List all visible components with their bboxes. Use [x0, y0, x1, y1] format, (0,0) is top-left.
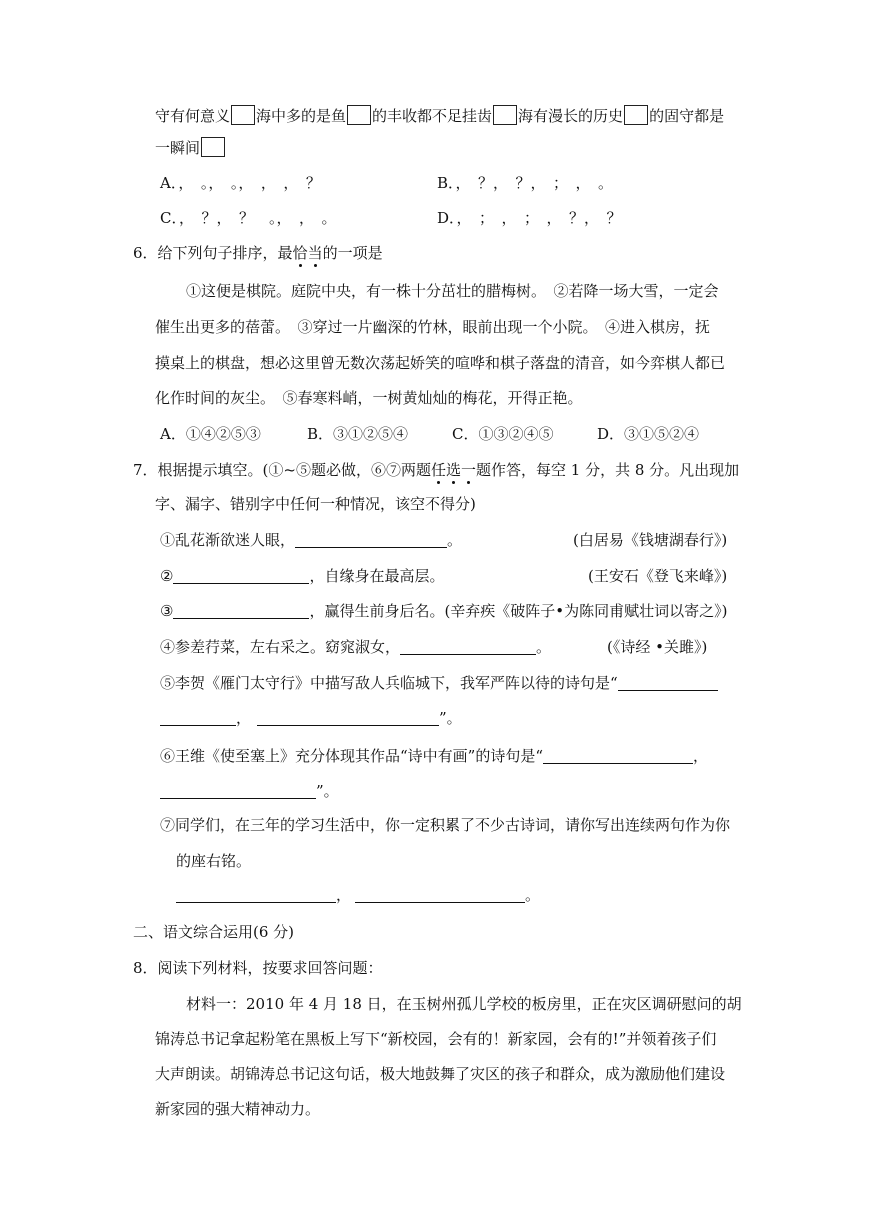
section-title: 二、语文综合运用(6 分) — [133, 923, 295, 941]
q5-text-2: 海中多的是鱼 — [256, 107, 347, 125]
material-line: 材料一：2010 年 4 月 18 日，在玉树州孤儿学校的板房里，正在灾区调研慰问的胡 — [186, 995, 742, 1013]
q7-item-text: ④参差荇菜，左右采之。窈窕淑女， — [160, 638, 401, 656]
q5-text-4: 海有漫长的历史 — [518, 107, 624, 125]
q6-stem-text: 6．给下列句子排序，最 — [133, 244, 293, 262]
emphasis-char: 一 — [461, 461, 477, 479]
q7-item-text: ⑥王维《使至塞上》充分体现其作品“诗中有画”的诗句是“ — [160, 747, 544, 765]
q5-text-3: 的丰收都不足挂齿 — [372, 107, 493, 125]
q7-item-5 — [160, 673, 718, 693]
q7-stem-text: 题作答，每空 1 分，共 8 分。凡出现加 — [476, 461, 740, 479]
emphasis-char: 当 — [307, 244, 323, 262]
q6-passage-line: 摸桌上的棋盘，想必这里曾无数次荡起娇笑的喧哗和棋子落盘的清音，如今弈棋人都已 — [155, 354, 726, 372]
q7-item-7-blanks — [176, 885, 540, 905]
material-line: 锦涛总书记拿起粉笔在黑板上写下“新校园，会有的！新家园，会有的!”并领着孩子们 — [155, 1030, 717, 1048]
q5-option-b[interactable]: B．， ？， ？， ； ， 。 — [437, 174, 614, 192]
q5-text-5: 的固守都是 — [649, 107, 725, 125]
punct: 。 — [447, 531, 463, 549]
answer-box[interactable] — [347, 105, 371, 125]
q5-option-c[interactable]: C．， ？， ？ 。， ， 。 — [160, 209, 337, 227]
emphasis-char: 任 — [430, 461, 446, 479]
q7-item-text: ，自缘身在最高层。 — [309, 567, 445, 585]
q7-item-1 — [160, 530, 462, 550]
q7-stem-text: 7．根据提示填空。(①~⑤题必做，⑥⑦两题 — [133, 461, 431, 479]
q6-option-a[interactable]: A．①④②⑤③ — [160, 425, 261, 443]
q6-option-d[interactable]: D．③①⑤②④ — [597, 425, 700, 443]
punct: 。 — [525, 886, 541, 904]
fill-blank[interactable] — [618, 674, 718, 691]
q6-stem-text: 的一项是 — [322, 244, 383, 262]
q6-passage-line: 化作时间的灰尘。 ⑤春寒料峭，一树黄灿灿的梅花，开得正艳。 — [155, 389, 583, 407]
q5-option-d[interactable]: D．， ； ， ； ， ？， ？ — [437, 209, 622, 227]
fill-blank[interactable] — [355, 886, 525, 903]
q7-item-4 — [160, 637, 551, 657]
fill-blank[interactable] — [173, 567, 309, 584]
material-line: 新家园的强大精神动力。 — [155, 1100, 321, 1118]
q7-item-7: ⑦同学们，在三年的学习生活中，你一定积累了不少古诗词，请你写出连续两句作为你 — [160, 816, 731, 834]
q5-stem-line — [155, 105, 724, 126]
q6-option-c[interactable]: C．①③②④⑤ — [452, 425, 554, 443]
punct: 。 — [536, 638, 552, 656]
fill-blank[interactable] — [295, 531, 447, 548]
q7-item-5-cont — [160, 708, 462, 728]
q7-item-text: ② — [160, 567, 174, 585]
q7-item-4-source: (《诗经 •关雎》) — [607, 638, 708, 656]
emphasis-char: 恰 — [292, 244, 308, 262]
answer-box[interactable] — [624, 105, 648, 125]
material-line: 大声朗读。胡锦涛总书记这句话，极大地鼓舞了灾区的孩子和群众，成为激励他们建设 — [155, 1065, 726, 1083]
q6-passage-line: ①这便是棋院。庭院中央，有一株十分茁壮的腊梅树。 ②若降一场大雪，一定会 — [186, 282, 719, 300]
q7-item-3 — [160, 601, 728, 621]
emphasis-char: 选 — [445, 461, 461, 479]
fill-blank[interactable] — [173, 602, 309, 619]
q7-item-2 — [160, 566, 444, 586]
q6-stem — [133, 243, 383, 263]
fill-blank[interactable] — [160, 782, 316, 799]
punct: ， — [336, 886, 352, 904]
q7-stem — [133, 460, 739, 480]
fill-blank[interactable] — [176, 886, 336, 903]
fill-blank[interactable] — [257, 709, 439, 726]
answer-box[interactable] — [493, 105, 517, 125]
fill-blank[interactable] — [400, 638, 536, 655]
fill-blank[interactable] — [160, 709, 236, 726]
q7-item-1-source: (白居易《钱塘湖春行》) — [573, 531, 728, 549]
q7-item-text: ⑤李贺《雁门太守行》中描写敌人兵临城下，我军严阵以待的诗句是“ — [160, 674, 618, 692]
q7-item-2-source: (王安石《登飞来峰》) — [588, 567, 728, 585]
q5-text-6: 一瞬间 — [155, 139, 201, 157]
q5-text-1: 守有何意义 — [155, 107, 231, 125]
punct: ， — [236, 709, 252, 727]
q6-option-b[interactable]: B．③①②⑤④ — [307, 425, 409, 443]
answer-box[interactable] — [231, 105, 255, 125]
q5-option-a[interactable]: A．， 。， 。， ， ， ？ — [160, 174, 321, 192]
punct: ”。 — [316, 782, 339, 800]
fill-blank[interactable] — [543, 747, 693, 764]
q7-item-6 — [160, 746, 708, 766]
q7-item-text: ①乱花渐欲迷人眼， — [160, 531, 296, 549]
q6-passage-line: 催生出更多的蓓蕾。 ③穿过一片幽深的竹林，眼前出现一个小院。 ④进入棋房，抚 — [155, 318, 711, 336]
q7-item-7-line-2: 的座右铭。 — [176, 852, 252, 870]
q8-stem: 8．阅读下列材料，按要求回答问题： — [133, 959, 383, 977]
answer-box[interactable] — [201, 137, 225, 157]
q7-stem-line-2: 字、漏字、错别字中任何一种情况，该空不得分) — [155, 495, 476, 513]
q7-item-text: ③ — [160, 602, 174, 620]
q5-stem-line-2 — [155, 137, 226, 158]
punct: ， — [693, 747, 709, 765]
q7-item-text: ，赢得生前身后名。(辛弃疾《破阵子•为陈同甫赋壮词以寄之》) — [309, 602, 728, 620]
q7-item-6-cont — [160, 781, 339, 801]
punct: ”。 — [439, 709, 462, 727]
